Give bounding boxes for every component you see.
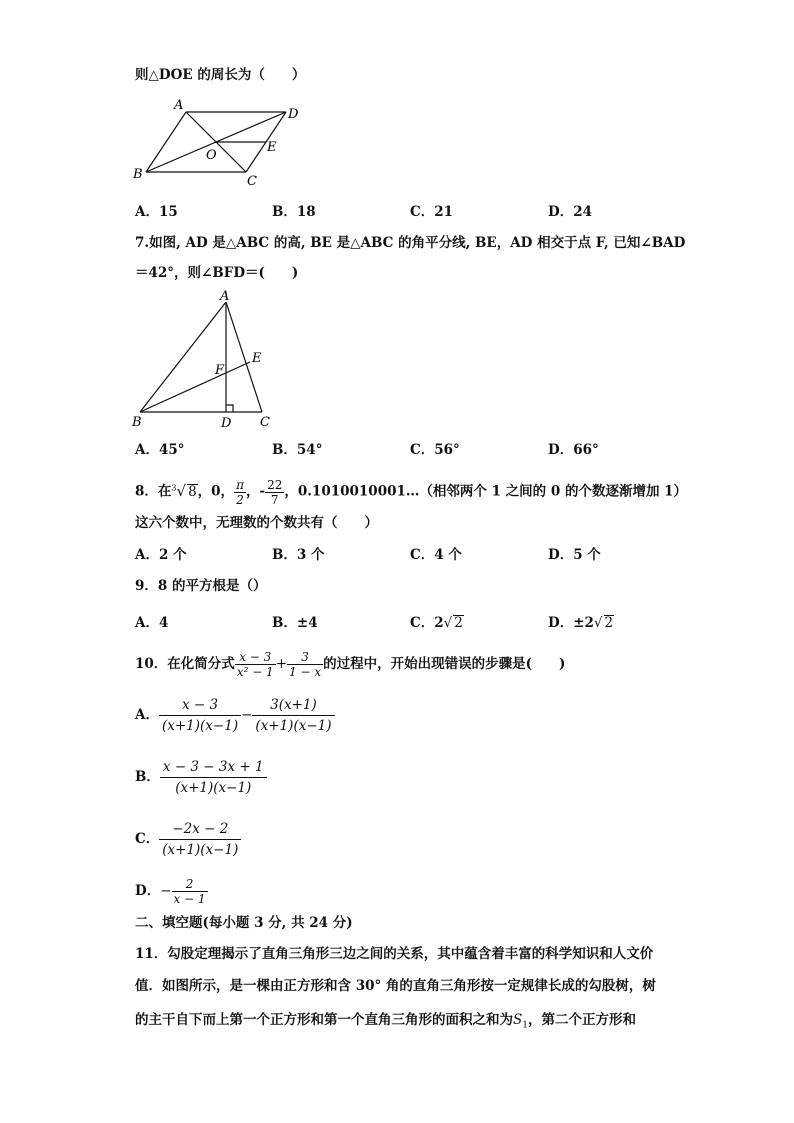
- q11-line3: [135, 1011, 636, 1035]
- q10-option-a-minus: −: [241, 707, 253, 723]
- q10-fraction1-numerator: x − 3: [235, 650, 276, 665]
- q10-option-a-den1: (x+1)(x−1): [161, 718, 239, 734]
- point-E-label: E: [252, 351, 262, 366]
- q10-option-d: [135, 872, 208, 910]
- q11-line2: 值．如图所示，是一棵由正方形和含 30° 角的直角三角形按一定规律长成的勾股树，树: [135, 978, 656, 994]
- q6-option-a: A．15: [135, 204, 178, 220]
- q9-option-c: C．2√ 2: [410, 615, 463, 631]
- q6-option-d: D．24: [548, 204, 592, 220]
- q7-option-a: A．45°: [135, 442, 185, 458]
- q10-fraction2-numerator: 3: [287, 650, 323, 665]
- q10-option-d-label: D．: [135, 883, 161, 899]
- vertex-C-label: C: [247, 174, 257, 188]
- q10-tail: 的过程中，开始出现错误的步骤是( ): [323, 656, 566, 672]
- q8-sep2: ，-: [245, 483, 266, 500]
- fraction-denominator: 7: [270, 492, 279, 507]
- q10-question-text: [135, 646, 565, 682]
- vertex-A-label: A: [174, 98, 184, 113]
- q8-tail: ，0.1010010001…（相邻两个 1 之间的 0 的个数逐渐增加 1）: [284, 483, 688, 500]
- triangle-figure: [128, 288, 288, 433]
- q8-prefix: 8．在: [135, 483, 172, 500]
- q10-option-c: [135, 818, 241, 860]
- q10-option-a: [135, 694, 335, 736]
- q9-question-text: 9．8 的平方根是（）: [135, 578, 267, 594]
- q7-question-line1: 7.如图, AD 是△ABC 的高, BE 是△ABC 的角平分线, BE，AD 相交于点 F, 已知∠BAD: [135, 235, 686, 251]
- q11-line3-b: ，第二个正方形和: [527, 1012, 636, 1028]
- q10-prefix: 10．在化简分式: [135, 656, 235, 672]
- vertex-B-label: B: [132, 415, 142, 430]
- q6-question-text: 则△DOE 的周长为（ ）: [135, 67, 306, 83]
- cbrt-radicand: 8: [188, 483, 197, 500]
- q10-option-c-label: C．: [135, 831, 160, 847]
- q7-option-c: C．56°: [410, 442, 460, 458]
- fraction-numerator: 22: [267, 477, 283, 492]
- q9-option-a: A．4: [135, 615, 169, 631]
- q10-option-c-numerator: −2x − 2: [159, 819, 241, 840]
- s1-subscript: 1: [522, 1020, 528, 1031]
- q9-option-d: D．±2√ 2: [548, 615, 614, 631]
- point-F-label: F: [215, 363, 225, 378]
- q8-question-line1: 8．在$^3$√ 8，0， $\frac{\pi}{2}$ ，- $\frac{22}{7}$ ，0.1010010001…（相邻两个 1 之间的 0 的个数逐渐增加 1）: [135, 477, 688, 507]
- q10-option-c-denominator: (x+1)(x−1): [162, 842, 239, 858]
- q9-option-c-radicand: 2: [454, 615, 463, 631]
- vertex-D-label: D: [288, 107, 299, 122]
- q10-option-b: [135, 756, 267, 798]
- foot-D-label: D: [221, 416, 232, 431]
- vertex-C-label: C: [260, 415, 270, 430]
- q10-option-a-num1: x − 3: [159, 695, 241, 716]
- q9-option-d-radicand: 2: [604, 615, 614, 631]
- q10-option-a-num2: 3(x+1): [252, 695, 334, 716]
- pi-denominator: 2: [236, 492, 244, 507]
- q7-question-line2: ＝42°，则∠BFD＝( ): [135, 265, 299, 281]
- q10-option-b-numerator: x − 3 − 3x + 1: [160, 757, 267, 778]
- q9-option-d-prefix: D．±2: [548, 615, 594, 631]
- q6-option-b: B．18: [272, 204, 316, 220]
- q8-question-line2: 这六个数中，无理数的个数共有（ ）: [135, 515, 378, 531]
- q10-option-b-label: B．: [135, 769, 160, 785]
- q10-option-a-label: A．: [135, 707, 159, 723]
- pi-numerator: π: [236, 477, 244, 492]
- point-O-label: O: [206, 148, 217, 163]
- vertex-A-label: A: [220, 289, 230, 304]
- q8-option-d: D．5 个: [548, 547, 601, 563]
- s1-symbol: S: [513, 1012, 523, 1028]
- q11-line1: 11．勾股定理揭示了直角三角形三边之间的关系，其中蕴含着丰富的科学知识和人文价: [135, 946, 654, 962]
- q10-plus: +: [275, 656, 288, 672]
- q10-option-a-den2: (x+1)(x−1): [255, 718, 332, 734]
- q9-option-c-prefix: C．2: [410, 615, 444, 631]
- q8-option-c: C．4 个: [410, 547, 462, 563]
- q11-line3-a: 的主干自下而上第一个正方形和第一个直角三角形的面积之和为: [135, 1012, 513, 1028]
- q7-option-d: D．66°: [548, 442, 599, 458]
- q9-option-b: B．±4: [272, 615, 318, 631]
- q8-sep1: ，0，: [197, 483, 235, 500]
- q10-fraction2-denominator: 1 − x: [289, 665, 322, 679]
- point-E-label: E: [267, 140, 277, 155]
- cbrt-index: 3: [171, 483, 177, 492]
- q7-option-b: B．54°: [272, 442, 323, 458]
- q10-option-d-minus: −: [160, 883, 172, 899]
- vertex-B-label: B: [133, 167, 143, 182]
- q10-option-d-numerator: 2: [172, 877, 208, 892]
- q8-option-b: B．3 个: [272, 547, 325, 563]
- q10-option-b-denominator: (x+1)(x−1): [175, 780, 252, 796]
- q6-option-c: C．21: [410, 204, 454, 220]
- q10-option-d-denominator: x − 1: [173, 892, 206, 906]
- q8-option-a: A．2 个: [135, 547, 187, 563]
- parallelogram-figure: [128, 96, 318, 188]
- section2-heading: 二、填空题(每小题 3 分, 共 24 分): [135, 915, 353, 931]
- q10-fraction1-denominator: x² − 1: [236, 665, 274, 679]
